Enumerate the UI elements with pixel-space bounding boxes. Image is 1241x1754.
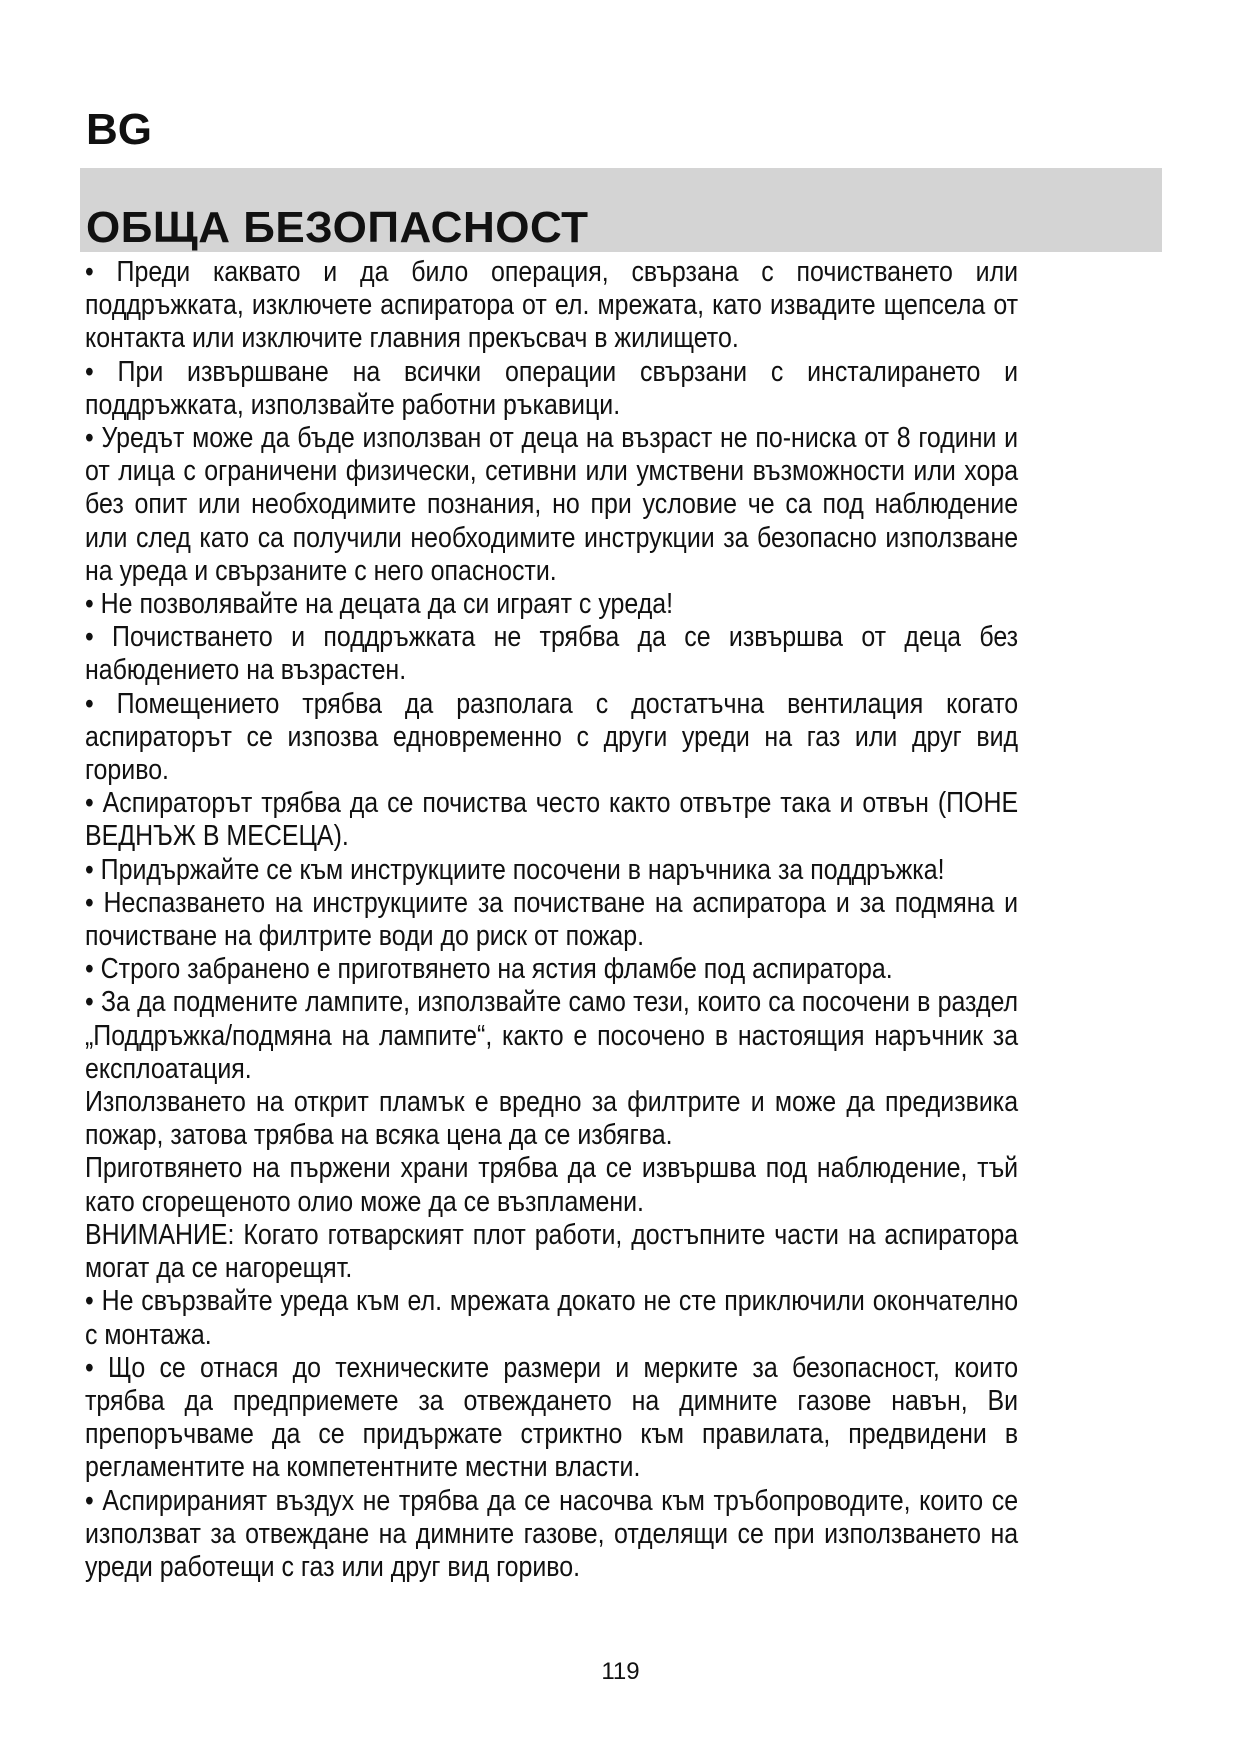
paragraph: • Строго забранено е приготвянето на ястия фламбе под аспиратора. <box>85 953 893 986</box>
paragraph: • Преди каквато и да било операция, свързана с почистването или поддръжката, изключете аспиратора от ел. мрежата, като извадите щепсела от контакта или изключите главния прекъсвач в жилището. <box>85 256 1019 355</box>
paragraph: • Помещението трябва да разполага с достатъчна вентилация когато аспираторът се изпозва едновременно с други уреди на газ или друг вид гориво. <box>85 687 1019 787</box>
language-code: BG <box>86 105 152 154</box>
paragraph: • Почистването и поддръжката не трябва да се извършва от деца без набюдението на възрастен. <box>85 621 1019 687</box>
paragraph: • За да подмените лампите, използвайте само тези, които са посочени в раздел „Поддръжка/подмяна на лампите“, както е посочено в настоящия наръчник за експлоатация. <box>85 986 1019 1085</box>
paragraph: • Неспазването на инструкциите за почистване на аспиратора и за подмяна и почистване на филтрите води до риск от пожар. <box>85 886 1019 953</box>
paragraph: • Що се отнася до техническите размери и мерките за безопасност, които трябва да предприемете за отвеждането на димните газове навън, Ви препоръчваме да се придържате стриктно към правилата, предвидени в регламентите на компетентните местни власти. <box>85 1351 1019 1484</box>
section-title-bar <box>80 168 1162 252</box>
paragraph: Приготвянето на пържени храни трябва да се извършва под наблюдение, тъй като сгорещеното олио може да се възпламени. <box>85 1152 1019 1218</box>
paragraph: • Придържайте се към инструкциите посочени в наръчника за поддръжка! <box>85 853 945 886</box>
page-number: 119 <box>601 1658 640 1685</box>
safety-text-body <box>85 256 1018 1584</box>
paragraph: ВНИМАНИЕ: Когато готварският плот работи, достъпните части на аспиратора могат да се нагорещят. <box>85 1218 1019 1285</box>
section-title: ОБЩА БЕЗОПАСНОСТ <box>86 203 589 252</box>
paragraph: • Аспираторът трябва да се почиства често както отвътре така и отвън (ПОНЕ ВЕДНЪЖ В МЕСЕЦА). <box>85 787 1019 853</box>
paragraph: • Не позволявайте на децата да си играят с уреда! <box>85 588 674 621</box>
paragraph: • Аспирираният въздух не трябва да се насочва към тръбопроводите, които се използват за отвеждане на димните газове, отделящи се при използването на уреди работещи с газ или друг вид гориво. <box>85 1484 1019 1583</box>
paragraph: • При извършване на всички операции свързани с инсталирането и поддръжката, използвайте работни ръкавици. <box>85 355 1019 421</box>
paragraph: • Уредът може да бъде използван от деца на възраст не по-ниска от 8 години и от лица с ограничени физически, сетивни или умствени възможности или хора без опит или необходимите познания, но при условие че са под наблюдение или след като са получили необходимите инструкции за безопасно използване на уреда и свързаните с него опасности. <box>85 422 1019 587</box>
paragraph: • Не свързвайте уреда към ел. мрежата докато не сте приключили окончателно с монтажа. <box>85 1285 1019 1351</box>
paragraph: Използването на открит пламък е вредно за филтрите и може да предизвика пожар, затова трябва на всяка цена да се избягва. <box>85 1086 1019 1152</box>
